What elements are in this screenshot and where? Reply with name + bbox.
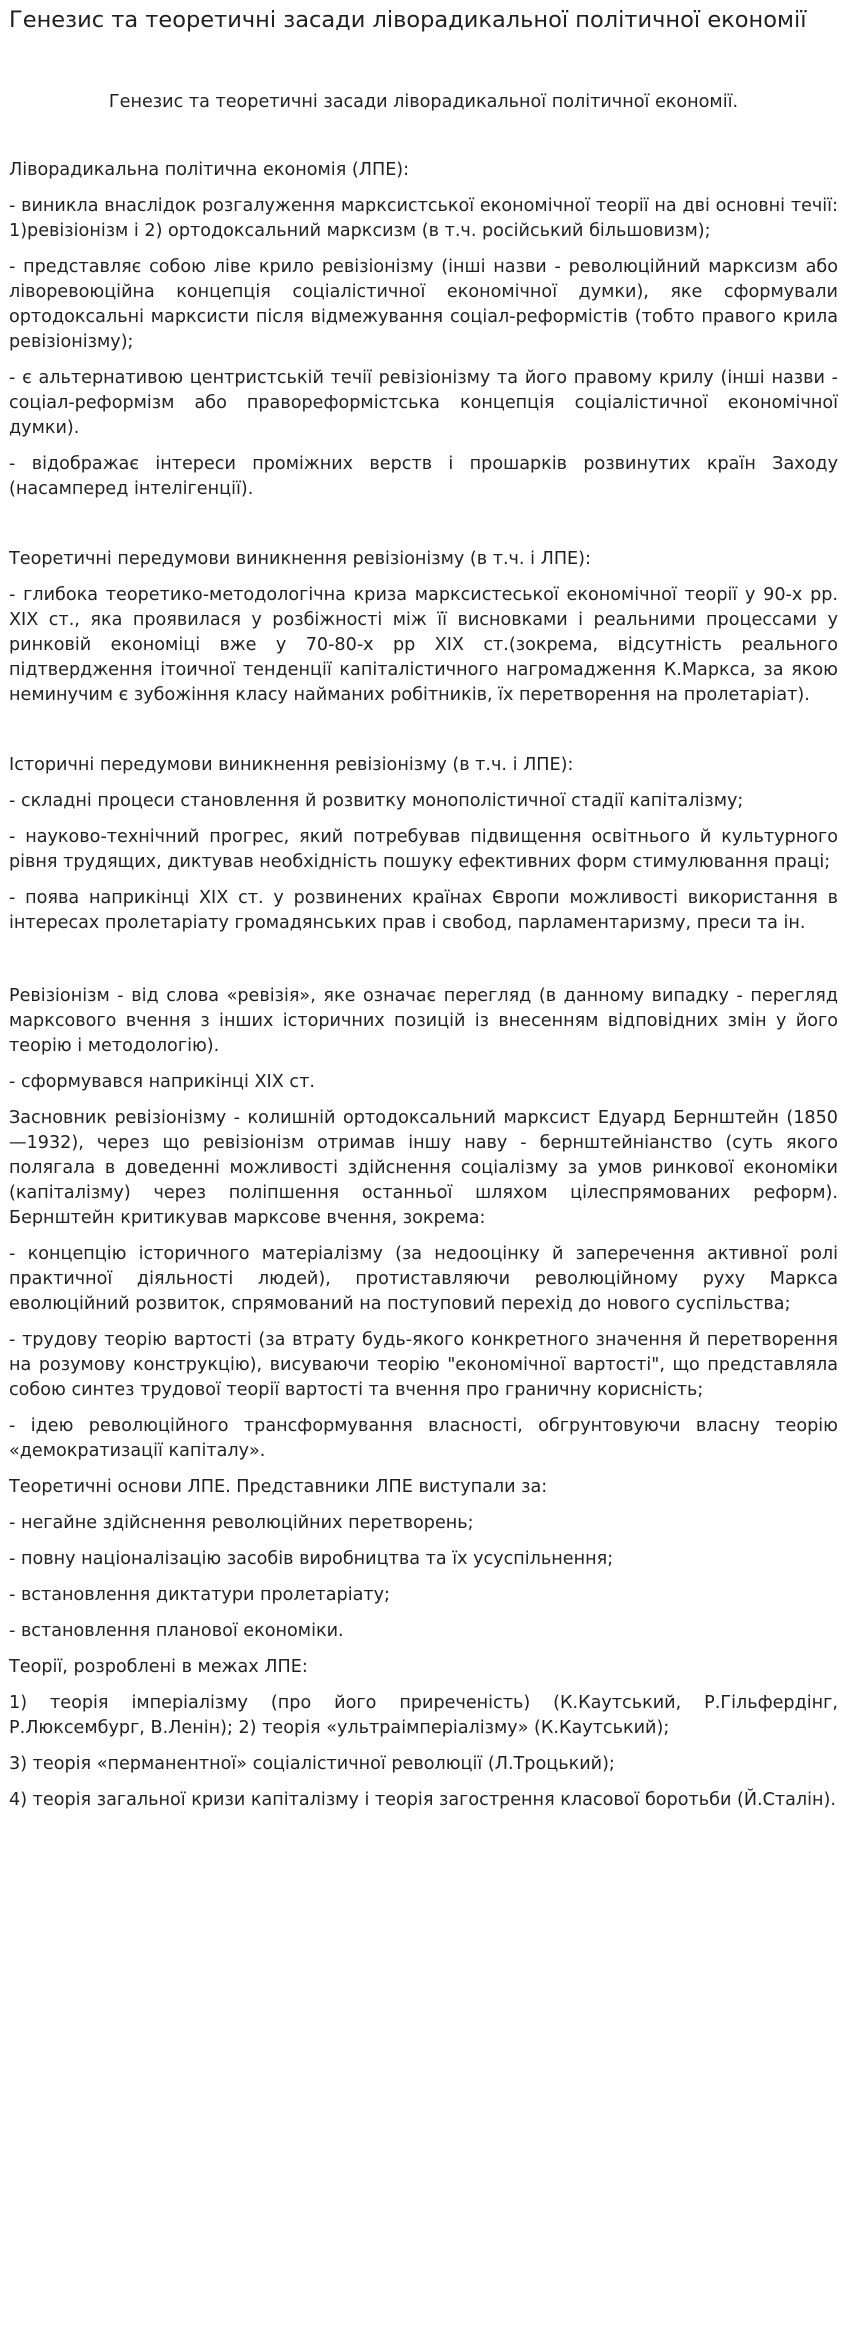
- paragraph: - є альтернативою центристській течії ревізіонізму та його правому крилу (інші назви - соціал-реформізм або правореформістська концепція соціалістичної економічної думки).: [9, 368, 838, 438]
- document-title: Генезис та теоретичні засади ліворадикальної політичної економії: [9, 7, 807, 33]
- paragraph: 1) теорія імперіалізму (про його приреченість) (К.Каутський, Р.Гільфердінг, Р.Люксембург, В.Ленін); 2) теорія «ультраімперіалізму» (К.Каутський);: [9, 1693, 838, 1738]
- paragraph: - глибока теоретико-методологічна криза марксистеської економічної теорії у 90-х рр. ХІХ ст., яка проявилася у розбіжності між її висновками і реальними процессами у ринковій економіці вже у 70-80-х рр ХІХ ст.(зокрема, відсутність реального підтвердження ітоичної тенденції капіталістичного нагромадження К.Маркса, за якою неминучим є зубожіння класу найманих робітників, їх перетворення на пролетаріат).: [9, 585, 838, 705]
- paragraph: Теорії, розроблені в межах ЛПЕ:: [9, 1657, 308, 1677]
- paragraph: - встановлення планової економіки.: [9, 1621, 344, 1641]
- paragraph: - повну націоналізацію засобів виробництва та їх усуспільнення;: [9, 1549, 614, 1569]
- section-historical-prerequisites: [9, 753, 838, 936]
- paragraph: - відображає інтереси проміжних верств і прошарків розвинутих країн Заходу (насамперед інтелігенції).: [9, 454, 838, 499]
- paragraph: - негайне здійснення революційних перетворень;: [9, 1513, 474, 1533]
- section-heading: Теоретичні передумови виникнення ревізіонізму (в т.ч. і ЛПЕ):: [9, 549, 591, 569]
- paragraph: Засновник ревізіонізму - колишній ортодоксальний марксист Едуард Бернштейн (1850—1932), через що ревізіонізм отримав іншу наву - бернштейніанство (суть якого полягала в доведенні можливості здійснення соціалізму за умов ринкової економіки (капіталізму) через поліпшення останньої шляхом цілеспрямованих реформ). Бернштейн критикував марксове вчення, зокрема:: [9, 1108, 838, 1228]
- section-revisionism: [9, 984, 838, 1813]
- section-theoretical-prerequisites: [9, 547, 838, 708]
- paragraph: - концепцію історичного матеріалізму (за недооцінку й заперечення активної ролі практичної діяльності людей), протиставляючи революційному руху Маркса еволюційний розвиток, спрямований на поступовий перехід до нового суспільства;: [9, 1244, 838, 1314]
- section-lpe-definition: [9, 158, 838, 502]
- paragraph: - встановлення диктатури пролетаріату;: [9, 1585, 390, 1605]
- paragraph: - виникла внаслідок розгалуження марксистської економічної теорії на дві основні течії: 1)ревізіонізм і 2) ортодоксальний марксизм (в т.ч. російський більшовизм);: [9, 196, 838, 241]
- paragraph: - поява наприкінці ХІХ ст. у розвинених країнах Європи можливості використання в інтересах пролетаріату громадянських прав і свобод, парламентаризму, преси та ін.: [9, 888, 838, 933]
- paragraph: - ідею революційного трансформування власності, обгрунтовуючи власну теорію «демократизації капіталу».: [9, 1416, 838, 1461]
- paragraph: - сформувався наприкінці ХІХ ст.: [9, 1072, 315, 1092]
- paragraph: 3) теорія «перманентної» соціалістичної революції (Л.Троцький);: [9, 1754, 615, 1774]
- document-subtitle: Генезис та теоретичні засади ліворадикальної політичної економії.: [108, 92, 739, 112]
- paragraph: - науково-технічний прогрес, який потребував підвищення освітнього й культурного рівня трудящих, диктував необхідність пошуку ефективних форм стимулювання праці;: [9, 827, 838, 872]
- paragraph: - складні процеси становлення й розвитку монополістичної стадії капіталізму;: [9, 791, 744, 811]
- section-heading: Ліворадикальна політична економія (ЛПЕ):: [9, 160, 410, 180]
- section-heading: Історичні передумови виникнення ревізіонізму (в т.ч. і ЛПЕ):: [9, 755, 574, 775]
- paragraph: - трудову теорію вартості (за втрату будь-якого конкретного значення й перетворення на розумову конструкцію), висуваючи теорію "економічної вартості", що представляла собою синтез трудової теорії вартості та вчення про граничну корисність;: [9, 1330, 838, 1400]
- paragraph: 4) теорія загальної кризи капіталізму і теорія загострення класової боротьби (Й.Сталін).: [9, 1790, 837, 1810]
- paragraph: Теоретичні основи ЛПЕ. Представники ЛПЕ виступали за:: [9, 1477, 548, 1497]
- paragraph: Ревізіонізм - від слова «ревізія», яке означає перегляд (в данному випадку - перегляд марксового вчення з інших історичних позицій із внесенням відповідних змін у його теорію і методологію).: [9, 986, 838, 1056]
- paragraph: - представляє собою ліве крило ревізіонізму (інші назви - революційний марксизм або ліворевоюційна концепція соціалістичної економічної думки), яке сформували ортодоксальні марксисти після відмежування соціал-реформістів (тобто правого крила ревізіонізму);: [9, 257, 838, 352]
